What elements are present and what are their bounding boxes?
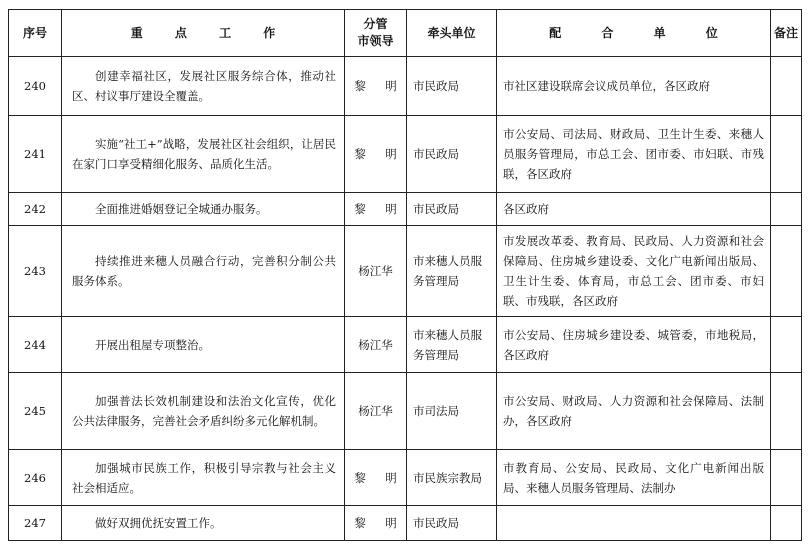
table-header-row <box>9 10 802 57</box>
row-coop: 市公安局、财政局、人力资源和社会保障局、法制办，各区政府 <box>497 373 771 450</box>
header-work: 重 点 工 作 <box>62 10 345 57</box>
header-seq: 序号 <box>9 10 62 57</box>
table-row <box>9 57 802 116</box>
row-leader: 黎 明 <box>345 193 407 226</box>
header-lead-unit: 牵头单位 <box>407 10 497 57</box>
row-note <box>771 226 802 317</box>
row-lead-unit: 市来穗人员服务管理局 <box>407 226 497 317</box>
row-work-text: 持续推进来穗人员融合行动，完善积分制公共服务体系。 <box>72 254 336 288</box>
row-work <box>62 116 345 193</box>
row-seq: 241 <box>9 116 62 193</box>
row-seq: 240 <box>9 57 62 116</box>
row-coop <box>497 506 771 541</box>
row-work <box>62 450 345 506</box>
row-seq: 242 <box>9 193 62 226</box>
row-work <box>62 506 345 541</box>
table-row <box>9 373 802 450</box>
row-work <box>62 373 345 450</box>
row-work-text: 加强城市民族工作，积极引导宗教与社会主义社会相适应。 <box>72 460 336 495</box>
row-work <box>62 57 345 116</box>
row-work-text: 全面推进婚姻登记全城通办服务。 <box>95 202 268 216</box>
row-seq: 247 <box>9 506 62 541</box>
row-lead-unit: 市民政局 <box>407 57 497 116</box>
row-leader: 杨江华 <box>345 373 407 450</box>
row-seq: 243 <box>9 226 62 317</box>
row-work-text: 加强普法长效机制建设和法治文化宣传，优化公共法律服务，完善社会矛盾纠纷多元化解机制。 <box>72 394 336 428</box>
table-row <box>9 116 802 193</box>
row-lead-unit: 市民政局 <box>407 193 497 226</box>
row-work-text: 创建幸福社区，发展社区服务综合体，推动社区、村议事厅建设全覆盖。 <box>72 69 336 103</box>
row-leader: 黎 明 <box>345 450 407 506</box>
header-leader-line1: 分管 <box>363 17 388 31</box>
row-coop: 各区政府 <box>497 193 771 226</box>
row-lead-unit: 市司法局 <box>407 373 497 450</box>
row-work <box>62 317 345 373</box>
table-row <box>9 193 802 226</box>
row-work <box>62 226 345 317</box>
row-work-text: 实施“社工+”战略，发展社区社会组织，让居民在家门口享受精细化服务、品质化生活。 <box>72 137 336 171</box>
row-leader: 黎 明 <box>345 116 407 193</box>
table-row <box>9 317 802 373</box>
row-coop: 市公安局、住房城乡建设委、城管委，市地税局，各区政府 <box>497 317 771 373</box>
table-row <box>9 450 802 506</box>
row-seq: 245 <box>9 373 62 450</box>
work-table <box>8 9 802 541</box>
row-seq: 244 <box>9 317 62 373</box>
row-coop: 市教育局、公安局、民政局、文化广电新闻出版局、来穗人员服务管理局、法制办 <box>497 450 771 506</box>
header-note: 备注 <box>771 10 802 57</box>
row-lead-unit: 市民族宗教局 <box>407 450 497 506</box>
row-note <box>771 373 802 450</box>
row-coop: 市公安局、司法局、财政局、卫生计生委、来穗人员服务管理局，市总工会、团市委、市妇联、市残联，各区政府 <box>497 116 771 193</box>
row-work <box>62 193 345 226</box>
row-leader: 杨江华 <box>345 226 407 317</box>
row-leader: 杨江华 <box>345 317 407 373</box>
row-lead-unit: 市民政局 <box>407 116 497 193</box>
row-note <box>771 193 802 226</box>
row-note <box>771 57 802 116</box>
row-seq: 246 <box>9 450 62 506</box>
row-note <box>771 506 802 541</box>
table-row <box>9 226 802 317</box>
row-coop: 市社区建设联席会议成员单位，各区政府 <box>497 57 771 116</box>
row-lead-unit: 市来穗人员服务管理局 <box>407 317 497 373</box>
row-lead-unit: 市民政局 <box>407 506 497 541</box>
table-row <box>9 506 802 541</box>
header-leader <box>345 10 407 57</box>
header-leader-line2: 市领导 <box>357 34 394 48</box>
row-note <box>771 116 802 193</box>
header-coop-unit: 配 合 单 位 <box>497 10 771 57</box>
row-work-text: 开展出租屋专项整治。 <box>95 337 210 352</box>
row-leader: 黎 明 <box>345 506 407 541</box>
row-work-text: 做好双拥优抚安置工作。 <box>95 516 222 530</box>
row-coop: 市发展改革委、教育局、民政局、人力资源和社会保障局、住房城乡建设委、文化广电新闻出版局、卫生计生委、体育局，市总工会、团市委、市妇联、市残联，各区政府 <box>497 226 771 317</box>
row-note <box>771 450 802 506</box>
row-leader: 黎 明 <box>345 57 407 116</box>
row-note <box>771 317 802 373</box>
